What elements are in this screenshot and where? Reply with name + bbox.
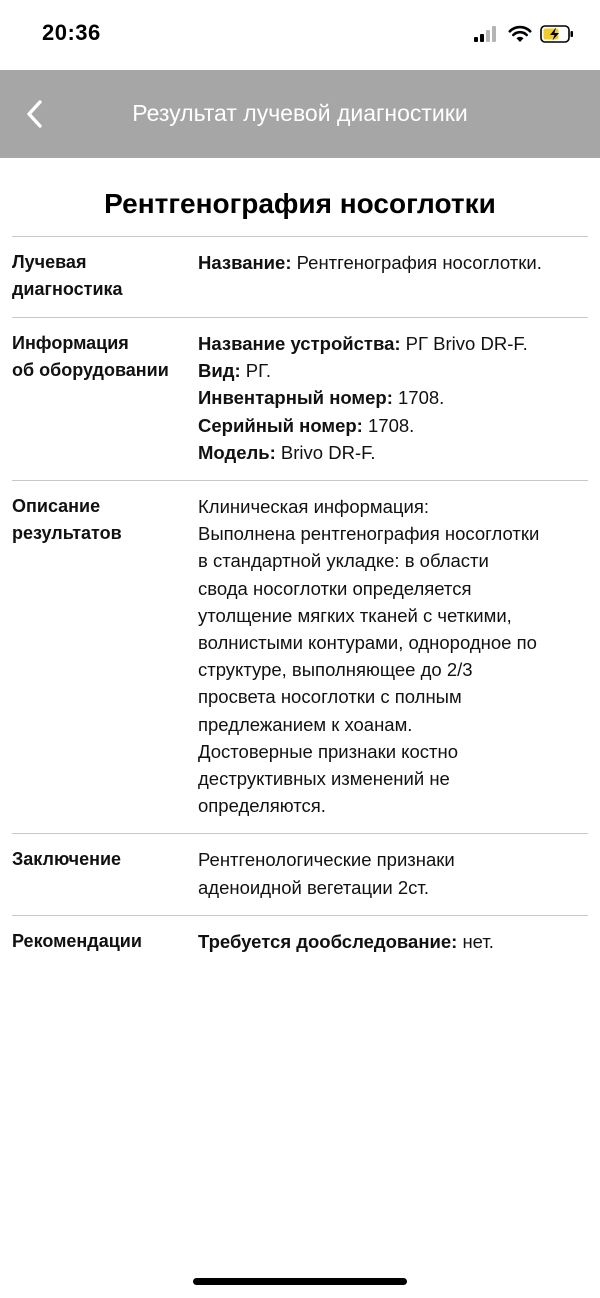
nav-bar — [0, 70, 600, 158]
row-diagnostics — [12, 236, 588, 317]
model-value: Brivo DR-F. — [275, 441, 376, 463]
recommendation-value: нет. — [457, 930, 494, 952]
row-value — [198, 249, 588, 303]
results-line: просвета носоглотки с полным — [198, 686, 462, 708]
conclusion-line: аденоидной вегетации 2ст. — [198, 876, 429, 898]
type-key: Вид: — [198, 360, 241, 382]
status-icons — [474, 24, 574, 48]
row-label: Заключение — [12, 849, 122, 870]
device-value: РГ Brivo DR-F. — [400, 333, 528, 354]
row-label — [12, 249, 198, 303]
cellular-signal-icon — [474, 26, 500, 47]
device-key: Название устройства: — [198, 333, 401, 354]
row-label — [12, 493, 198, 819]
row-value — [198, 330, 588, 466]
results-line: Достоверные признаки костно — [198, 740, 458, 762]
name-key: Название: — [198, 252, 292, 273]
label-line: результатов — [12, 523, 122, 544]
row-value — [198, 928, 588, 955]
status-time: 20:36 — [42, 20, 101, 45]
label-line: Информация — [12, 333, 129, 353]
model-key: Модель: — [198, 441, 276, 463]
status-bar — [0, 0, 600, 70]
label-line: диагностика — [12, 279, 123, 299]
row-results — [12, 480, 588, 833]
page-title: Рентгенография носоглотки — [104, 188, 496, 219]
name-value: Рентгенография носоглотки. — [291, 252, 542, 273]
content — [0, 158, 600, 969]
label-line: Описание — [12, 496, 101, 517]
home-indicator[interactable] — [193, 1278, 407, 1285]
serial-value: 1708. — [362, 414, 415, 436]
results-line: волнистыми контурами, однородное по — [198, 632, 537, 654]
label-line: об оборудовании — [12, 360, 169, 380]
row-recommendations — [12, 915, 588, 969]
results-line: Выполнена рентгенография носоглотки — [198, 523, 540, 545]
label-line: Лучевая — [12, 252, 87, 272]
results-line: утолщение мягких тканей с четкими, — [198, 604, 512, 626]
conclusion-line: Рентгенологические признаки — [198, 849, 455, 871]
conclusion-text — [198, 846, 588, 900]
results-line: свода носоглотки определяется — [198, 577, 472, 599]
serial-key: Серийный номер: — [198, 414, 363, 436]
row-label — [12, 330, 198, 466]
row-conclusion — [12, 833, 588, 914]
battery-charging-icon — [540, 25, 574, 48]
inventory-value: 1708. — [392, 387, 445, 409]
type-value: РГ. — [240, 360, 272, 382]
row-equipment — [12, 317, 588, 480]
results-line: деструктивных изменений не — [198, 768, 450, 790]
wifi-icon — [508, 25, 532, 48]
recommendation-key: Требуется дообследование: — [198, 930, 458, 952]
nav-title: Результат лучевой диагностики — [132, 100, 468, 126]
inventory-key: Инвентарный номер: — [198, 387, 393, 409]
results-line: в стандартной укладке: в области — [198, 550, 489, 572]
results-text — [198, 493, 588, 819]
results-line: предлежанием к хоанам. — [198, 713, 413, 735]
results-line: Клиническая информация: — [198, 496, 430, 518]
results-line: структуре, выполняющее до 2/3 — [198, 659, 473, 681]
row-label: Рекомендации — [12, 930, 142, 951]
results-line: определяются. — [198, 795, 326, 817]
